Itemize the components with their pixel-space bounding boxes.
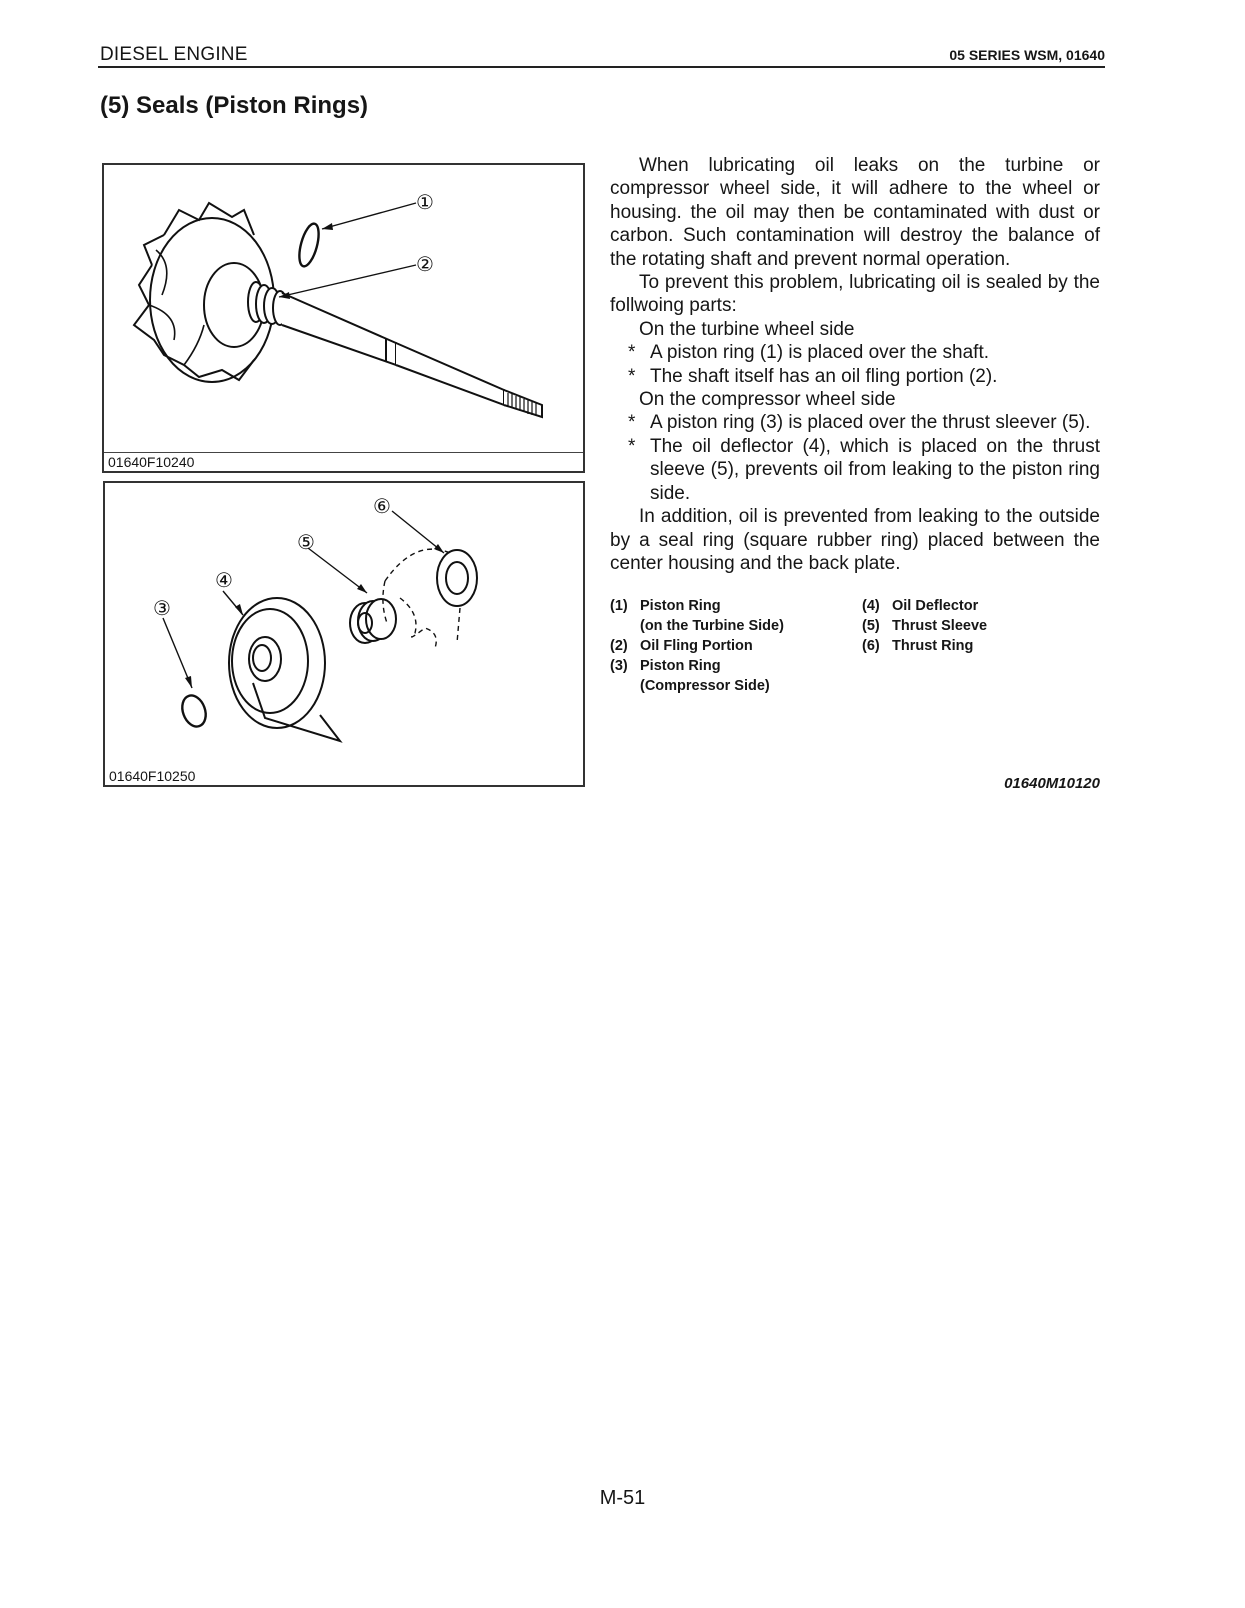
callout-4: ④ [215,568,233,592]
figure-turbine-shaft [102,163,585,473]
parts-legend-left [610,596,784,696]
bullet-star: * [628,365,636,387]
body-text [610,154,1100,575]
compressor-parts-illustration [105,483,583,768]
page-title: (5) Seals (Piston Rings) [100,92,369,119]
list-item: * The shaft itself has an oil fling portion (2). [628,365,998,387]
section-header: DIESEL ENGINE [100,44,248,65]
paragraph-3: In addition, oil is prevented from leaking to the outside by a seal ring (square rubber ring) placed between the center housing and the back plate. [610,506,1100,574]
legend-item: (6) Thrust Ring [862,638,974,654]
manual-reference: 05 SERIES WSM, 01640 [949,47,1105,63]
parts-legend-right [862,596,987,656]
legend-item: (2) Oil Fling Portion [610,638,753,654]
header-rule [98,66,1105,68]
legend-item: (1) Piston Ring (on the Turbine Side) [610,598,784,634]
bullet-star: * [628,342,636,364]
figure-code: 01640F10240 [108,454,195,470]
figure-code: 01640F10250 [109,768,196,784]
compressor-side-heading: On the compressor wheel side [639,389,896,411]
turbine-side-heading: On the turbine wheel side [639,318,855,340]
paragraph-2: To prevent this problem, lubricating oil is sealed by the follwoing parts: [610,272,1100,317]
callout-5: ⑤ [297,530,315,554]
list-item: * A piston ring (1) is placed over the shaft. [628,342,990,364]
list-item: * A piston ring (3) is placed over the thrust sleever (5). [628,412,1091,434]
callout-2: ② [416,252,434,276]
bullet-star: * [628,412,636,434]
callout-1: ① [416,190,434,214]
list-item: * The oil deflector (4), which is placed on the thrust sleeve (5), prevents oil from leaking to the piston ring side. [628,435,1100,504]
turbine-shaft-illustration [104,165,583,453]
callout-6: ⑥ [373,494,391,518]
bullet-star: * [628,435,636,457]
figure-compressor-parts [103,481,585,787]
legend-item: (4) Oil Deflector [862,598,979,614]
legend-item: (3) Piston Ring (Compressor Side) [610,658,770,694]
legend-item: (5) Thrust Sleeve [862,618,988,634]
reference-code: 01640M10120 [1004,775,1100,792]
page-number: M-51 [599,1487,646,1509]
callout-3: ③ [153,596,171,620]
paragraph-1: When lubricating oil leaks on the turbine or compressor wheel side, it will adhere to the wheel or housing. the oil may then be contaminated with dust or carbon. Such contamination will destroy the balance of the rotating shaft and prevent normal operation. [610,155,1100,270]
figure-code-rule [104,452,583,453]
